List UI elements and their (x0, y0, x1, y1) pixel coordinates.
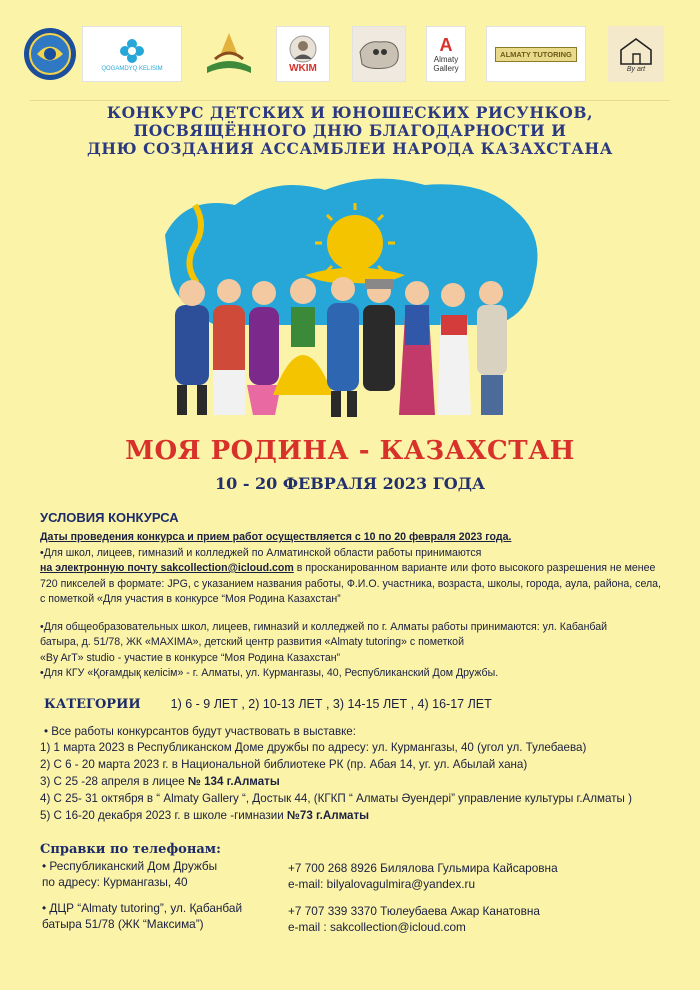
assembly-emblem-logo (22, 26, 78, 82)
exhibition-item-text: 2) С 6 - 20 марта 2023 г. в Национальной библиотеке РК (пр. Абая 14, уг. ул. Абылай хана) (40, 758, 528, 771)
flower-icon (117, 36, 147, 66)
contact-left-1a: • Республиканский Дом Дружбы (42, 859, 218, 873)
categories-row (44, 697, 492, 712)
conditions-line-5: с пометкой «Для участия в конкурсе “Моя Родина Казахстан” (40, 593, 341, 605)
by-art-text: By art (626, 65, 646, 73)
almaty-tutoring-text: ALMATY TUTORING (495, 47, 577, 62)
contact-email-1[interactable]: e-mail: bilyalovagulmira@yandex.ru (288, 877, 476, 891)
conditions-line-3-rest: в просканированном варианте или фото высокого разрешения не менее (293, 562, 656, 574)
exhibition-item (40, 740, 586, 756)
assembly-emblem-icon (23, 27, 77, 81)
conditions-line-6: •Для общеобразовательных школ, лицеев, гимназий и колледжей по г. Алматы работы принимаются: ул. Кабанбай (40, 621, 608, 633)
exhibition-item-text: 5) С 16-20 декабря 2023 г. в школе -гимназии (40, 809, 287, 822)
by-art-logo (608, 26, 664, 82)
title-line-2: ПОСВЯЩЁННОГО ДНЮ БЛАГОДАРНОСТИ И (133, 121, 567, 140)
exhibition-item-text: 3) С 25 -28 апреля в лицее (40, 775, 188, 788)
title-line-3: ДНЮ СОЗДАНИЯ АССАМБЛЕИ НАРОДА КАЗАХСТАНА (87, 139, 613, 158)
conditions-line-4: 720 пикселей в формате: JPG, с указанием названия работы, Ф.И.О. участника, возраста, школы, города, аула, района, села, (40, 578, 661, 590)
categories-list: 1) 6 - 9 ЛЕТ , 2) 10-13 ЛЕТ , 3) 14-15 ЛЕТ , 4) 16-17 ЛЕТ (170, 697, 492, 711)
motto-heading: МОЯ РОДИНА - КАЗАХСТАН (125, 436, 575, 466)
conditions-email-line (40, 561, 655, 576)
exhibition-item-venue: № 134 г.Алматы (187, 775, 280, 788)
qogamdyq-logo-text: QOGAMDYQ KELISIM (101, 66, 163, 72)
gallery-mark-icon: A (439, 35, 453, 55)
exhibition-item (40, 791, 632, 807)
kazakhstan-map-illustration (155, 165, 550, 435)
conditions-dates-line: Даты проведения конкурса и прием работ осуществляется с 10 по 20 февраля 2023 года. (40, 531, 512, 543)
contest-dates: 10 - 20 ФЕВРАЛЯ 2023 ГОДА (214, 474, 485, 493)
conditions-line-7: батыра, д. 51/78, ЖК «MAXIMA», детский центр развития «Almaty tutoring» с пометкой (40, 636, 464, 648)
wkim-logo-text: WKIM (289, 62, 317, 74)
contact-left-2a: • ДЦР “Almaty tutoring”, ул. Қабанбай (42, 901, 243, 915)
exhibition-item (40, 774, 280, 790)
contacts-heading: Справки по телефонам: (40, 842, 221, 857)
map-children-icon (155, 165, 550, 435)
contact-left-1b: по адресу: Курмангазы, 40 (42, 875, 188, 889)
cat-map-icon (356, 34, 402, 74)
conditions-line-9: •Для КГУ «Қоғамдық келісім» - г. Алматы, ул. Курмангазы, 40, Республиканский Дом Дружбы. (40, 667, 499, 679)
contact-phone-2[interactable]: +7 707 339 3370 Тюлеубаева Ажар Канатовна (288, 904, 540, 918)
logos-row (14, 26, 686, 84)
conditions-line-2: •Для школ, лицеев, гимназий и колледжей по Алматинской области работы принимаются (40, 547, 482, 559)
qogamdyq-logo (82, 26, 182, 82)
contact-left-2b: батыра 51/78 (ЖК “Максима”) (42, 917, 204, 931)
categories-label: КАТЕГОРИИ (44, 697, 141, 712)
exhibition-item (40, 757, 527, 773)
submission-email-link[interactable]: на электронную почту sakcollection@icloud.com (40, 562, 294, 574)
almaty-tutoring-logo (486, 26, 586, 82)
exhibition-item-venue: №73 г.Алматы (286, 809, 370, 822)
house-sketch-icon (617, 36, 655, 66)
school-emblem-logo (200, 26, 258, 82)
wkim-logo (276, 26, 330, 82)
header-divider (30, 100, 670, 101)
contest-title (80, 104, 620, 158)
exhibition-item (40, 808, 369, 824)
title-line-1: КОНКУРС ДЕТСКИХ И ЮНОШЕСКИХ РИСУНКОВ, (106, 103, 594, 122)
conditions-heading: УСЛОВИЯ КОНКУРСА (40, 510, 179, 525)
contact-phone-1[interactable]: +7 700 268 8926 Билялова Гульмира Кайсаровна (288, 861, 558, 875)
almaty-gallery-text: Almaty Gallery (433, 55, 459, 73)
conditions-line-8: «By ArT» studio - участие в конкурсе “Моя Родина Казахстан” (40, 652, 341, 664)
portrait-icon (289, 35, 317, 63)
exhibition-item-text: 1) 1 марта 2023 в Республиканском Доме дружбы по адресу: ул. Курмангазы, 40 (угол ул. Тулебаева) (40, 741, 587, 754)
almaty-gallery-logo (426, 26, 466, 82)
book-emblem-icon (201, 27, 257, 81)
contact-email-2[interactable]: e-mail : sakcollection@icloud.com (288, 920, 466, 934)
exhibition-intro: • Все работы конкурсантов будут участвовать в выставке: (44, 725, 356, 738)
map-cat-logo (352, 26, 406, 82)
exhibition-item-text: 4) С 25- 31 октября в “ Almaty Gallery “, Достык 44, (КГКП “ Алматы Әуендері” управление культуры г.Алматы ) (40, 792, 632, 805)
